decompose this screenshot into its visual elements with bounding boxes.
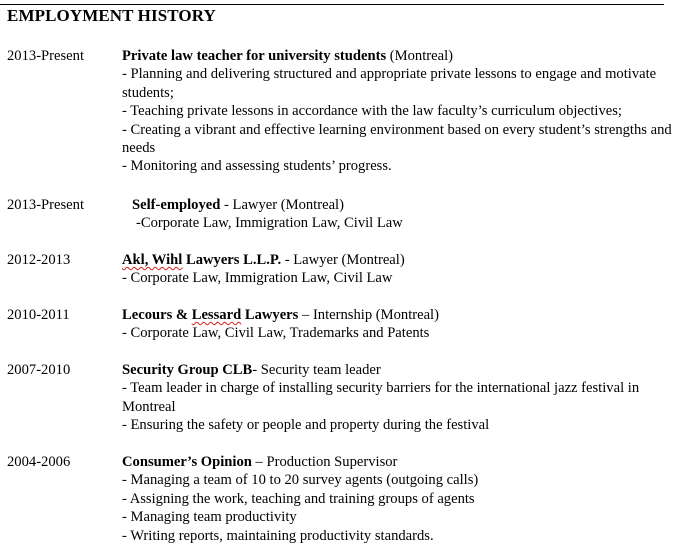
entry-heading <box>122 453 678 471</box>
entry-content <box>122 361 678 435</box>
entry-content <box>122 47 678 176</box>
entry-dates: 2013-Present <box>7 197 85 213</box>
entry-organization-prefix: Lecours & <box>122 307 192 323</box>
entry-organization-suffix: Lawyers L.L.P. <box>182 252 282 268</box>
entry-bullet: - Managing team productivity <box>122 509 297 526</box>
entry-role: – Production Supervisor <box>251 454 398 470</box>
entry-bullet: - Monitoring and assessing students’ progress. <box>122 158 392 175</box>
entry-bullet: - Ensuring the safety or people and property during the festival <box>122 417 490 434</box>
entry-content <box>122 251 678 288</box>
entry-bullet: - Managing a team of 10 to 20 survey agents (outgoing calls) <box>122 472 479 489</box>
entry-dates: 2013-Present <box>7 48 85 64</box>
entry-bullet: -Corporate Law, Immigration Law, Civil Law <box>136 215 403 232</box>
entry-dates: 2012-2013 <box>7 252 71 268</box>
entry-dates: 2004-2006 <box>7 454 71 470</box>
entry-organization <box>122 252 281 268</box>
entry-role: - Lawyer (Montreal) <box>220 197 344 213</box>
entry-heading <box>122 361 678 379</box>
entry-organization: Self-employed <box>132 197 221 213</box>
entry-bullet: - Assigning the work, teaching and training groups of agents <box>122 490 475 507</box>
entry-bullet: - Corporate Law, Immigration Law, Civil Law <box>122 270 393 287</box>
spellcheck-flagged-word: Akl, Wihl <box>122 252 183 268</box>
entry-bullet: - Team leader in charge of installing security barriers for the international jazz festival in Montreal <box>122 380 640 415</box>
entry-role: – Internship (Montreal) <box>298 307 439 323</box>
entry-content <box>122 453 678 545</box>
entry-heading <box>122 306 678 324</box>
entry-role: (Montreal) <box>386 48 454 64</box>
entry-role: - Lawyer (Montreal) <box>281 252 405 268</box>
entry-bullet: - Creating a vibrant and effective learning environment based on every student’s strengths and needs <box>122 121 672 157</box>
entry-heading <box>122 251 678 269</box>
entry-dates: 2007-2010 <box>7 362 71 378</box>
entry-bullet: - Planning and delivering structured and appropriate private lessons to engage and motivate students; <box>122 66 657 101</box>
entry-role: - Security team leader <box>252 362 381 378</box>
entry-organization-suffix: Lawyers <box>241 307 299 323</box>
entry-organization <box>122 307 298 323</box>
entry-heading <box>122 47 678 65</box>
entry-bullet: - Corporate Law, Civil Law, Trademarks and Patents <box>122 325 430 342</box>
entry-dates: 2010-2011 <box>7 307 70 323</box>
entry-heading <box>132 196 679 214</box>
entry-content <box>132 196 679 233</box>
entry-organization: Security Group CLB <box>122 362 253 378</box>
top-rule <box>0 4 664 5</box>
spellcheck-flagged-word: Lessard <box>191 307 242 323</box>
entry-organization: Private law teacher for university students <box>122 48 387 64</box>
section-title: EMPLOYMENT HISTORY <box>7 6 216 25</box>
entry-organization: Consumer’s Opinion <box>122 454 252 470</box>
entry-bullet: - Teaching private lessons in accordance with the law faculty’s curriculum objectives; <box>122 103 622 120</box>
entry-bullet: - Writing reports, maintaining productivity standards. <box>122 527 434 544</box>
entry-content <box>122 306 678 343</box>
